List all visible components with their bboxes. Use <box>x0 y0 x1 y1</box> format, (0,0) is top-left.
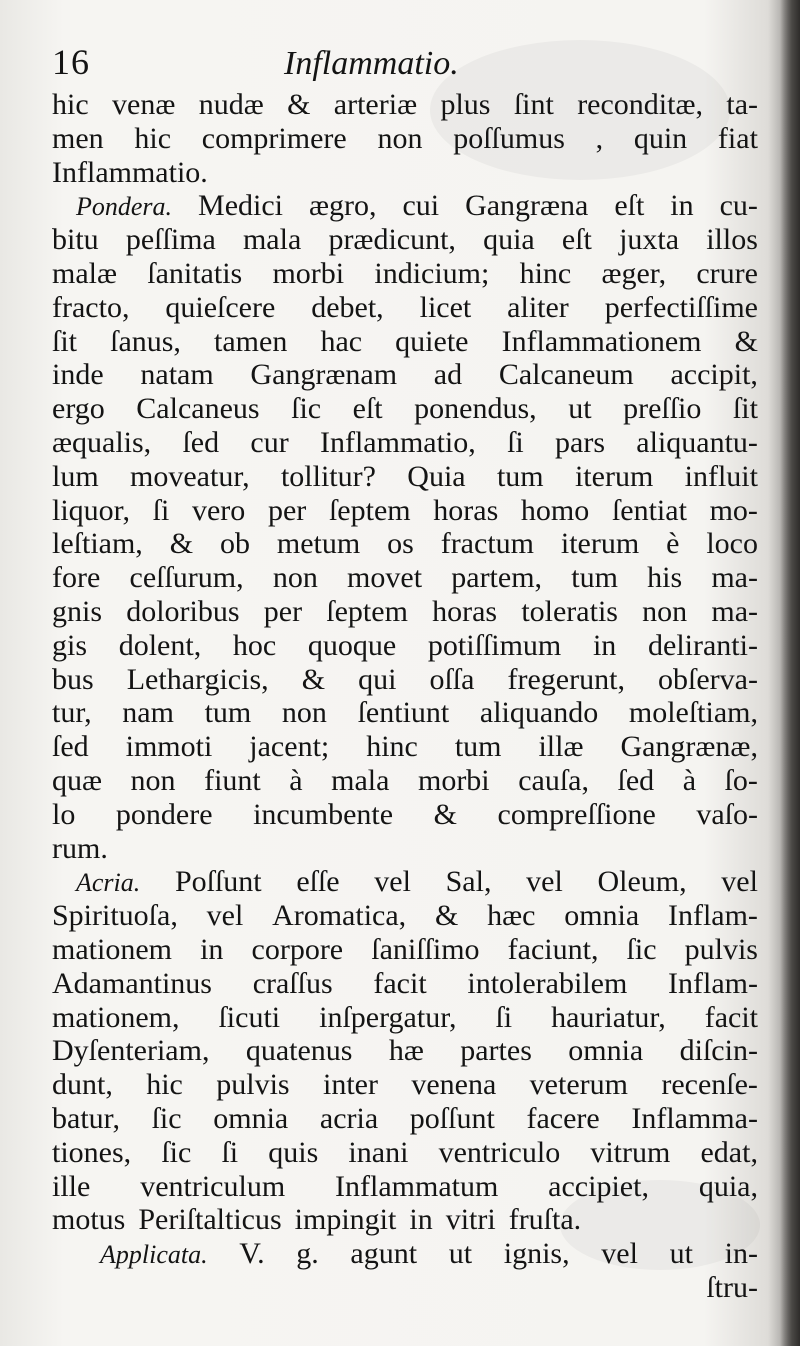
word: Inflam- <box>667 899 758 933</box>
text-line <box>52 88 758 122</box>
text-line <box>52 933 758 967</box>
word: ſic <box>291 392 322 426</box>
word: Calcaneum <box>498 358 634 392</box>
word: eſt <box>352 392 383 426</box>
word: perfectiſſime <box>604 290 758 324</box>
word: faciunt, <box>507 932 599 966</box>
word: non <box>281 696 327 730</box>
word: gis <box>52 628 88 662</box>
word: mala <box>242 223 302 257</box>
word: ſi <box>495 1000 513 1034</box>
word: incumbente <box>253 797 394 831</box>
word: ſi <box>221 1135 239 1169</box>
word: prædicunt, <box>328 223 456 257</box>
word: poſſunt <box>409 1101 495 1135</box>
word: crure <box>696 256 758 290</box>
text-line <box>52 1271 758 1305</box>
word: natam <box>140 358 214 392</box>
word: lum <box>52 459 99 493</box>
word: pars <box>555 425 605 459</box>
word: Medici <box>198 189 283 223</box>
word: eſt <box>561 223 592 257</box>
word: ergo <box>52 392 105 426</box>
word: leſtiam, <box>52 527 143 561</box>
word: fregerunt, <box>507 662 625 696</box>
word: à <box>682 763 697 797</box>
word: Adamantinus <box>52 966 212 1000</box>
word: hic <box>134 121 172 155</box>
word: vero <box>191 493 246 527</box>
word: vel <box>374 865 411 899</box>
word: tum <box>496 459 544 493</box>
word: inter <box>322 1068 378 1102</box>
word: & <box>434 899 459 933</box>
word: os <box>387 527 414 561</box>
word: liquor, <box>52 493 130 527</box>
word: ſit <box>52 324 78 358</box>
word: arteriæ <box>333 88 418 121</box>
text-line <box>52 122 758 156</box>
word: quin <box>633 121 688 155</box>
word: omnia <box>213 1101 289 1135</box>
text-line <box>52 358 758 392</box>
word: hæ <box>388 1034 424 1068</box>
word: ſed <box>182 425 220 459</box>
word: nam <box>122 696 174 730</box>
word: impingit <box>294 1203 397 1237</box>
word: aliquantu- <box>636 425 758 459</box>
word: lo <box>52 797 76 831</box>
word: partes <box>460 1034 532 1068</box>
word: ſic <box>626 932 657 966</box>
word: malæ <box>52 256 117 290</box>
word: hinc <box>366 730 418 764</box>
word: fruſta. <box>508 1203 582 1237</box>
word: facere <box>526 1101 600 1135</box>
word: in <box>592 628 617 662</box>
word: bitu <box>52 223 99 257</box>
paragraph-rubric: Applicata. <box>100 1240 208 1270</box>
word: ægro, <box>308 189 377 223</box>
word: Inflammatio, <box>319 425 476 459</box>
word: ſed <box>617 763 655 797</box>
word: & <box>433 797 457 831</box>
word: toleratis <box>521 594 618 628</box>
word: Dyſenteriam, <box>52 1034 210 1068</box>
word: pulvis <box>684 932 758 966</box>
text-line <box>52 325 758 359</box>
word: ſic <box>161 1135 192 1169</box>
word: immoti <box>125 730 213 764</box>
word: ſo- <box>724 763 758 797</box>
paragraph-rubric: Acria. <box>76 868 141 898</box>
word: ut <box>669 1237 693 1271</box>
word: movet <box>347 561 423 595</box>
word: omnia <box>568 1034 644 1068</box>
text-line <box>52 1102 758 1136</box>
page-number: 16 <box>52 42 90 82</box>
word: ſeptem <box>328 493 411 527</box>
word: V. <box>239 1237 265 1271</box>
word: tum <box>204 696 252 730</box>
word: hic <box>146 1068 183 1102</box>
word: quis <box>268 1135 319 1169</box>
text-line <box>52 1203 758 1237</box>
word: vel <box>601 1237 638 1271</box>
word: pulvis <box>216 1068 290 1102</box>
word: Lethargicis, <box>126 662 269 696</box>
word: quia <box>483 223 535 257</box>
word: tum <box>454 730 502 764</box>
word: inſpergatur, <box>319 1000 457 1034</box>
word: edat, <box>700 1135 758 1169</box>
word: mala <box>331 763 390 797</box>
word: Calcaneus <box>136 392 260 426</box>
word: quæ <box>52 763 103 797</box>
word: Aromatica, <box>272 899 407 933</box>
word: intolerabilem <box>467 966 628 1000</box>
word: vaſo- <box>696 797 758 831</box>
word: plus <box>440 88 491 121</box>
text-line <box>52 865 758 899</box>
word: Spirituoſa, <box>52 899 178 933</box>
word: Oleum, <box>597 865 687 899</box>
word: in- <box>724 1237 758 1271</box>
word: tiones, <box>52 1135 132 1169</box>
word: tur, <box>52 696 92 730</box>
word: aliter <box>507 290 569 324</box>
word: homo <box>520 493 590 527</box>
word: acria <box>319 1101 379 1135</box>
word: iterum <box>574 459 654 493</box>
text-line <box>52 223 758 257</box>
text-line <box>52 629 758 663</box>
word: inani <box>348 1135 409 1169</box>
text-line <box>52 392 758 426</box>
word: eſſe <box>296 865 340 899</box>
word: hinc <box>519 256 572 290</box>
word: batur, <box>52 1101 120 1135</box>
word: Inflam- <box>668 966 758 1000</box>
word: mo- <box>709 493 758 527</box>
word: potiſſimum <box>427 628 562 662</box>
word: ſentiunt <box>357 696 450 730</box>
text-line <box>52 189 758 223</box>
word: quatenus <box>245 1034 353 1068</box>
word: ceſſurum, <box>129 561 244 595</box>
word: oſſa <box>429 662 475 696</box>
word: ſicuti <box>218 1000 281 1034</box>
word: deliranti- <box>648 628 758 662</box>
word: his <box>647 561 683 595</box>
word: mationem <box>52 932 172 966</box>
word: æqualis, <box>52 425 152 459</box>
word: ob <box>219 527 250 561</box>
word: peſſima <box>125 223 216 257</box>
word: cauſa, <box>518 763 589 797</box>
word: per <box>263 594 303 628</box>
text-line <box>52 1001 758 1035</box>
text-line <box>52 156 758 190</box>
text-line <box>52 899 758 933</box>
word: Gangrænæ, <box>620 730 758 764</box>
word: morbi <box>417 763 490 797</box>
text-line <box>52 460 758 494</box>
word: nudæ <box>198 88 264 121</box>
word: g. <box>296 1237 319 1271</box>
word: non <box>642 594 688 628</box>
word: ſic <box>151 1101 182 1135</box>
word: ſit <box>732 392 758 426</box>
word: ſentiat <box>611 493 687 527</box>
text-line <box>52 730 758 764</box>
word: ſaniſſimo <box>371 932 480 966</box>
word: rum. <box>52 831 108 865</box>
word: quiete <box>395 324 469 358</box>
word: in <box>409 1203 433 1237</box>
word: juxta <box>619 223 680 257</box>
word: Poſſunt <box>174 865 262 899</box>
word: Gangræna <box>465 189 589 223</box>
word: vel <box>721 865 758 899</box>
text-line <box>52 1034 758 1068</box>
word: loco <box>706 527 758 561</box>
word: qui <box>358 662 397 696</box>
word: illos <box>706 223 758 257</box>
word: moleſtiam, <box>628 696 758 730</box>
word: diſcin- <box>679 1034 758 1068</box>
word: ta- <box>726 88 758 121</box>
word: compreſſione <box>497 797 656 831</box>
word: è <box>666 527 680 561</box>
word: ſeptem <box>326 594 408 628</box>
text-line <box>52 595 758 629</box>
word: ma- <box>711 561 758 595</box>
word: facit <box>704 1000 758 1034</box>
word: inde <box>52 358 104 392</box>
word: dunt, <box>52 1068 113 1102</box>
word: ut <box>568 392 592 426</box>
word: ignis, <box>503 1237 570 1271</box>
text-line <box>52 561 758 595</box>
word: ut <box>448 1237 473 1271</box>
word: ma- <box>711 594 758 628</box>
text-line <box>52 1136 758 1170</box>
word: cu- <box>719 189 758 223</box>
word: corpore <box>251 932 344 966</box>
word: metum <box>276 527 361 561</box>
word: vitri <box>445 1203 496 1237</box>
word: mationem, <box>52 1000 180 1034</box>
word: Inflammatio. <box>52 155 208 189</box>
word: moveatur, <box>130 459 250 493</box>
word: doloribus <box>126 594 240 628</box>
word: Periſtalticus <box>138 1203 282 1237</box>
word: accipit, <box>670 358 758 392</box>
word: pondere <box>115 797 213 831</box>
word: motus <box>52 1203 126 1237</box>
word: & <box>169 527 194 561</box>
text-line <box>52 663 758 697</box>
word: iterum <box>560 527 640 561</box>
text-line <box>52 1237 758 1271</box>
word: fracto, <box>52 290 130 324</box>
word: ventriculo <box>438 1135 561 1169</box>
word: ille <box>52 1169 91 1203</box>
word: debet, <box>311 290 384 324</box>
word: poſſumus <box>453 121 565 155</box>
word: hic <box>52 88 89 121</box>
word: fore <box>52 561 101 595</box>
word: ſanus, <box>110 324 181 358</box>
word: men <box>52 121 104 155</box>
word: licet <box>419 290 472 324</box>
text-line <box>52 764 758 798</box>
word: & <box>287 88 311 121</box>
text-line <box>52 832 758 866</box>
word: influit <box>684 459 758 493</box>
word: Inflammatum <box>335 1169 499 1203</box>
word: tamen <box>214 324 288 358</box>
word: hoc <box>232 628 277 662</box>
word: Inflamma- <box>631 1101 758 1135</box>
body-text <box>52 88 758 1305</box>
paragraph-rubric: Pondera. <box>76 192 173 222</box>
word: aliquando <box>479 696 599 730</box>
word: partem, <box>451 561 543 595</box>
word: tum <box>571 561 618 595</box>
word: craſſus <box>252 966 333 1000</box>
text-line <box>52 527 758 561</box>
text-line <box>52 494 758 528</box>
word: Gangrænam <box>250 358 398 392</box>
word: ventriculum <box>140 1169 286 1203</box>
word: horas <box>432 594 498 628</box>
word: , <box>595 121 604 155</box>
word: hauriatur, <box>551 1000 666 1034</box>
word: obſerva- <box>658 662 758 696</box>
word: vel <box>206 899 244 933</box>
word: recenſe- <box>661 1068 758 1102</box>
word: vel <box>526 865 563 899</box>
word: per <box>267 493 307 527</box>
word: tollitur? <box>280 459 376 493</box>
word: ſint <box>513 88 554 121</box>
word: veterum <box>529 1068 628 1102</box>
word: fractum <box>440 527 534 561</box>
word: hæc <box>487 899 536 933</box>
word: non <box>130 763 176 797</box>
word: quia, <box>698 1169 758 1203</box>
word: comprimere <box>201 121 347 155</box>
text-line <box>52 798 758 832</box>
word: venena <box>411 1068 497 1102</box>
word: agunt <box>350 1237 418 1271</box>
word: in <box>670 189 694 223</box>
running-title: Inflammatio. <box>284 45 459 82</box>
text-line <box>52 696 758 730</box>
text-line <box>52 291 758 325</box>
word: accipiet, <box>548 1169 649 1203</box>
word: ſanitatis <box>147 256 243 290</box>
word: à <box>289 763 303 797</box>
page-edge-shadow <box>780 0 800 1346</box>
word: cui <box>402 189 440 223</box>
word: facit <box>373 966 427 1000</box>
word: ſi <box>507 425 524 459</box>
text-line <box>52 257 758 291</box>
word: non <box>272 561 318 595</box>
word: in <box>200 932 224 966</box>
word: preſſio <box>623 392 702 426</box>
word: cur <box>250 425 289 459</box>
word: eſt <box>614 189 645 223</box>
word: venæ <box>112 88 176 121</box>
word: morbi <box>272 256 345 290</box>
text-line <box>52 1170 758 1204</box>
word: vitrum <box>590 1135 671 1169</box>
word: quoque <box>307 628 397 662</box>
word: Quia <box>407 459 466 493</box>
page-header <box>52 42 758 92</box>
word: & <box>734 324 758 358</box>
word: jacent; <box>249 730 330 764</box>
word: ſtru- <box>706 1270 758 1304</box>
word: reconditæ, <box>577 88 703 121</box>
text-line <box>52 967 758 1001</box>
text-line <box>52 1068 758 1102</box>
word: gnis <box>52 594 103 628</box>
word: bus <box>52 662 94 696</box>
word: indicium; <box>374 256 490 290</box>
word: illæ <box>538 730 584 764</box>
word: quieſcere <box>165 290 276 324</box>
word: æger, <box>601 256 667 290</box>
word: fiat <box>717 121 758 155</box>
word: Sal, <box>445 865 492 899</box>
word: dolent, <box>118 628 202 662</box>
word: ponendus, <box>414 392 537 426</box>
word: Inflammationem <box>501 324 702 358</box>
word: non <box>377 121 423 155</box>
word: hac <box>320 324 363 358</box>
word: & <box>301 662 326 696</box>
word: ad <box>433 358 463 392</box>
word: ſed <box>52 730 89 764</box>
text-line <box>52 426 758 460</box>
word: fiunt <box>204 763 261 797</box>
word: ſi <box>152 493 170 527</box>
word: omnia <box>564 899 640 933</box>
word: horas <box>433 493 499 527</box>
